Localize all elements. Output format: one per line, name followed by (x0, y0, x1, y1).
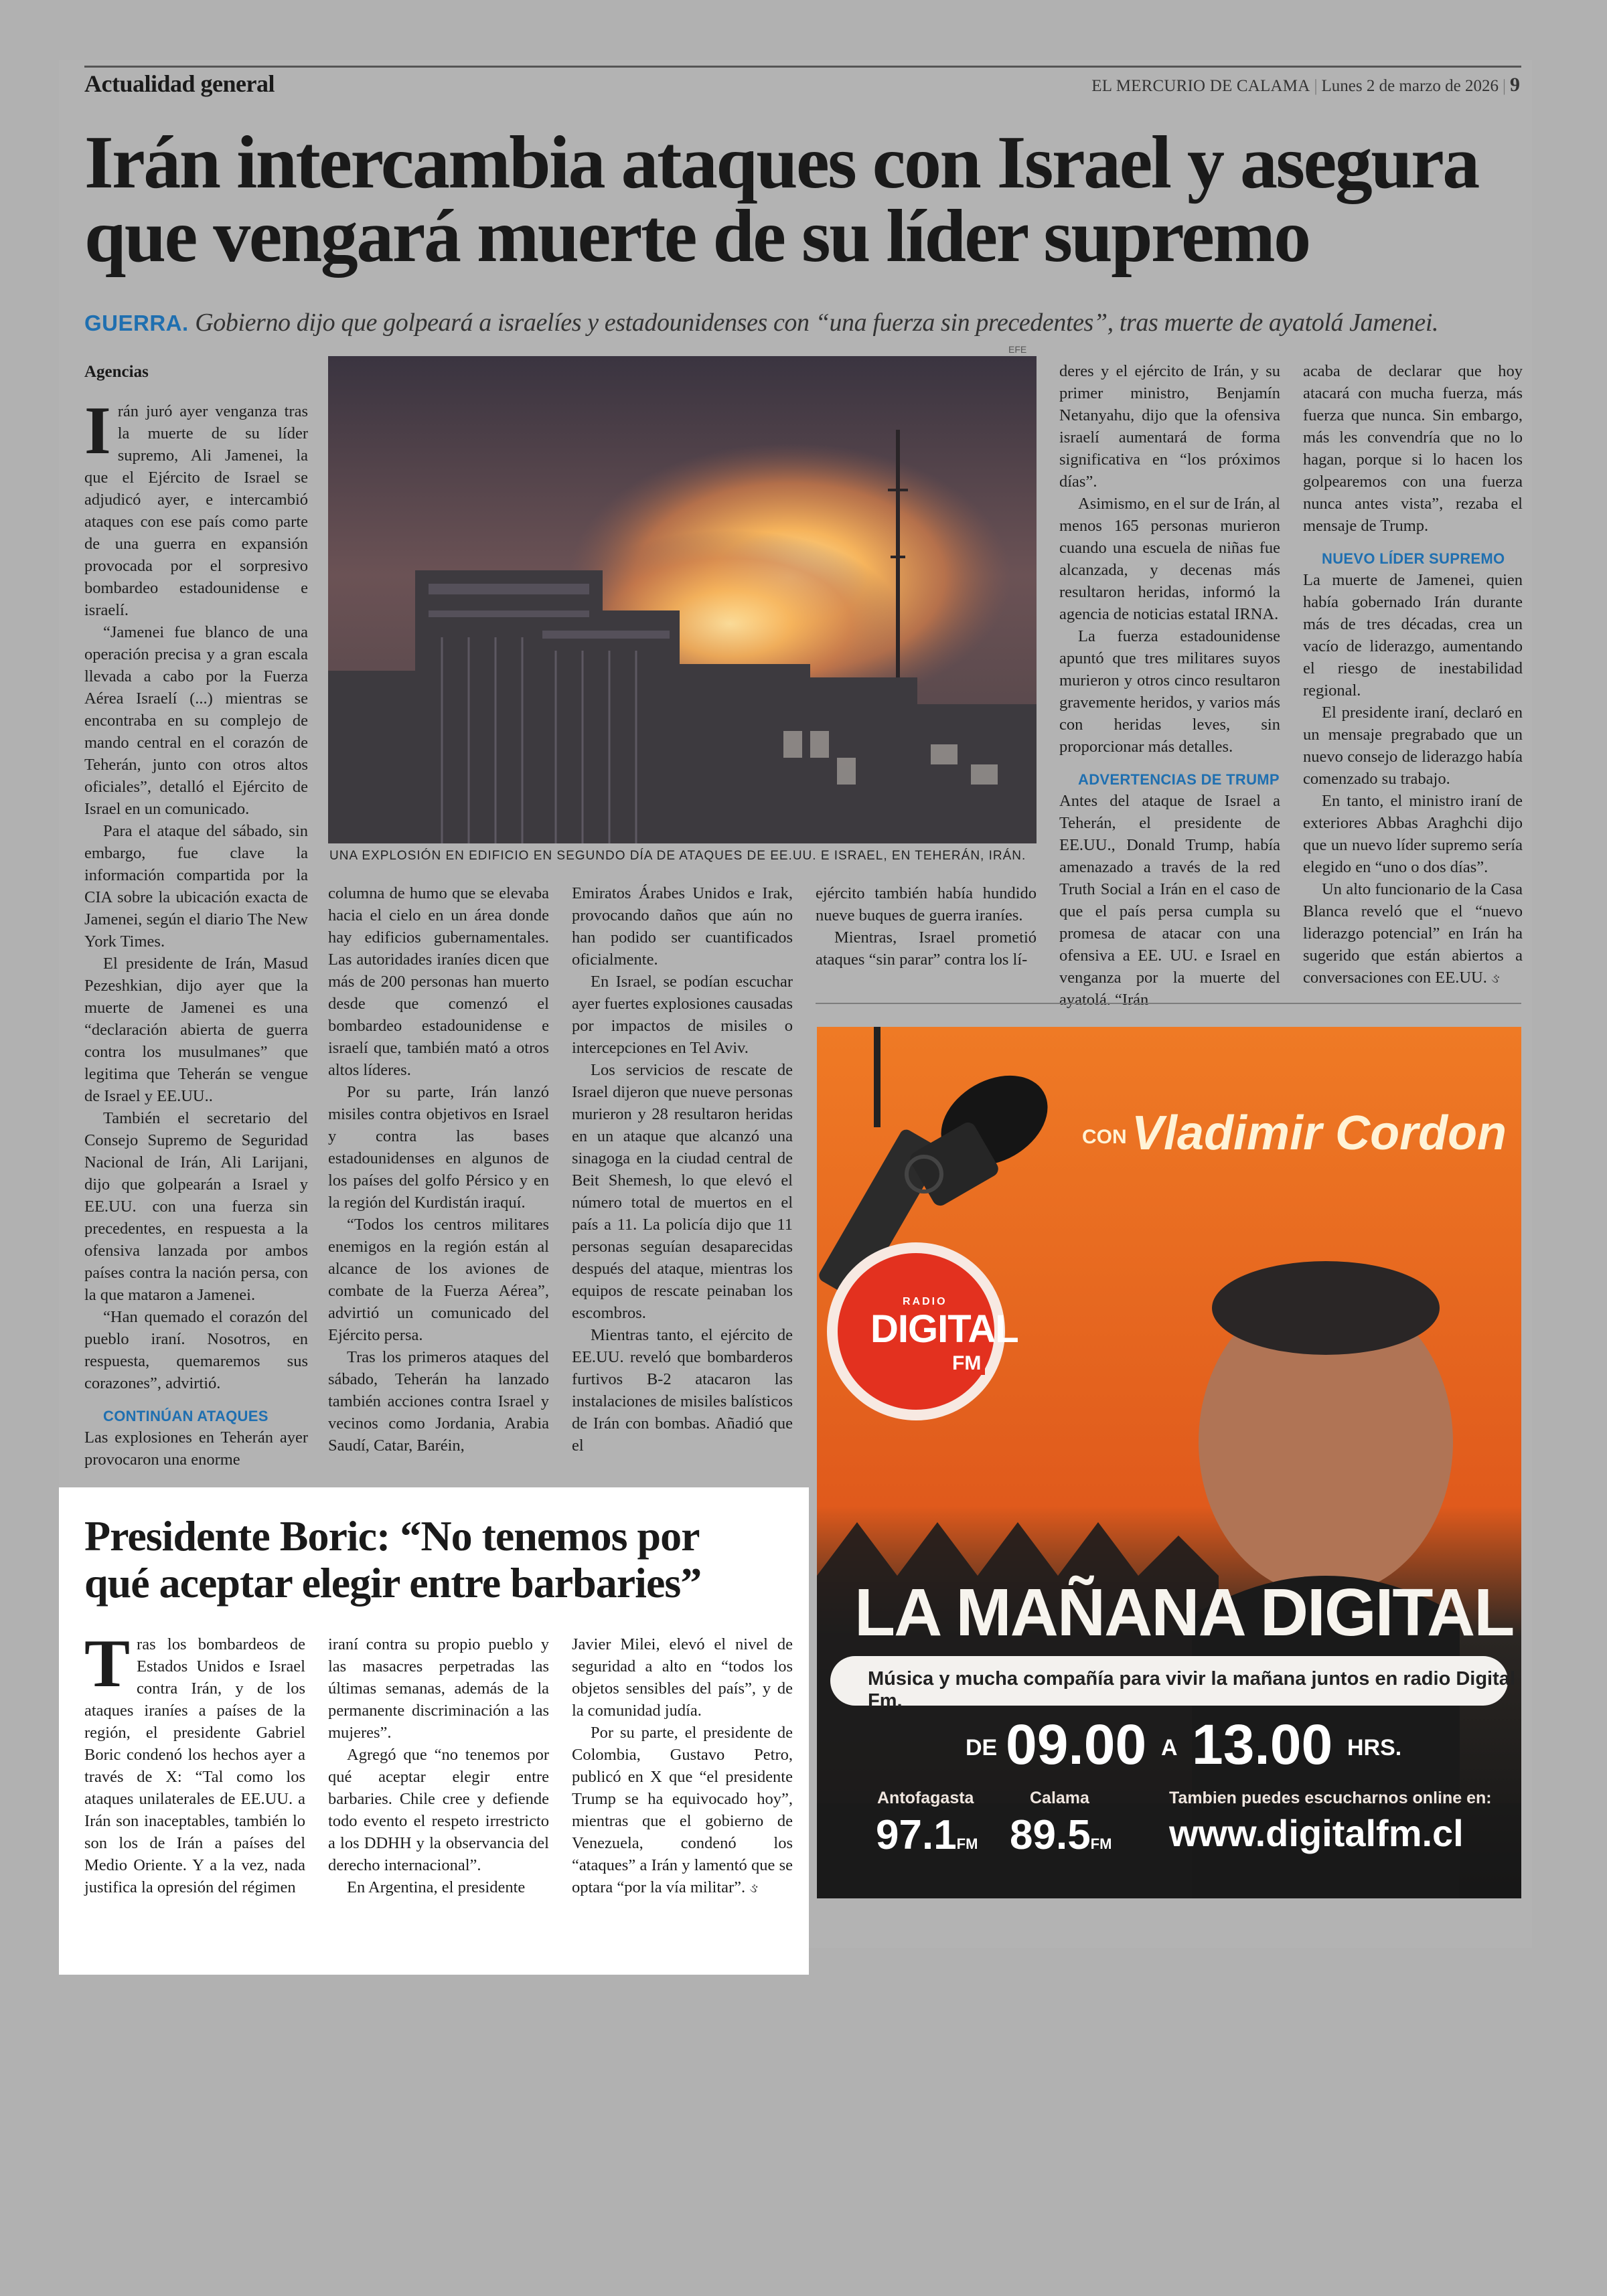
boric-headline-line-1: Presidente Boric: “No tenemos por (84, 1512, 700, 1560)
subhead: ADVERTENCIAS DE TRUMP (1078, 771, 1280, 788)
byline: Agencias (84, 363, 149, 381)
photo-credit: EFE (1008, 344, 1027, 355)
paragraph: columna de humo que se elevaba hacia el cielo en un área donde hay edificios gubernamentales. Las autoridades iraníes dicen que más de 200 personas han muerto desde que comenzó el bombardeo estadounidense e israelí que, también mató a otros altos líderes. (328, 884, 549, 1079)
ad-tagline: Música y mucha compañía para vivir la mañana juntos en radio Digital Fm. (868, 1668, 1515, 1712)
boric-column-3 (572, 1633, 793, 1899)
newspaper-page (59, 60, 1532, 1948)
section-divider (816, 1003, 1521, 1004)
radio-advertisement (817, 1027, 1521, 1898)
subhead: NUEVO LÍDER SUPREMO (1322, 550, 1505, 567)
masthead: EL MERCURIO DE CALAMA | Lunes 2 de marzo de 2026 | 9 (1091, 74, 1520, 96)
header-rule (84, 66, 1521, 68)
main-headline (84, 121, 1531, 278)
paragraph: Las explosiones en Teherán ayer provocaron una enorme (84, 1428, 308, 1469)
ad-freq-1-suffix: FM (956, 1835, 978, 1852)
ad-online-label: Tambien puedes escucharnos online en: (1169, 1789, 1492, 1807)
ad-con: CON (1082, 1126, 1127, 1148)
kicker (84, 308, 1537, 337)
paragraph: El presidente de Irán, Masud Pezeshkian, dijo ayer que la muerte de Jamenei es una “declaración abierta de guerra contra los musulmanes” que legitima que Teherán se vengue de Israel y EE.UU.. (84, 955, 308, 1105)
paragraph: ejército también había hundido nueve buques de guerra iraníes. (816, 884, 1037, 924)
boric-column-2 (328, 1633, 549, 1898)
paragraph: Asimismo, en el sur de Irán, al menos 165 personas murieron cuando una escuela de niñas fue alcanzada, y decenas más resultaron heridas, informó la agencia de noticias estatal IRNA. (1059, 495, 1280, 623)
boric-headline-line-2: qué aceptar elegir entre barbaries” (84, 1559, 702, 1607)
paragraph: Emiratos Árabes Unidos e Irak, provocando daños que aún no han podido ser cuantificados oficialmente. (572, 884, 793, 969)
ad-url[interactable]: www.digitalfm.cl (1169, 1812, 1464, 1854)
paragraph: Por su parte, Irán lanzó misiles contra objetivos en Israel y contra las bases estadounidenses en algunos de los países del golfo Pérsico y en la región del Kurdistán iraquí. (328, 1083, 549, 1212)
subhead: CONTINÚAN ATAQUES (103, 1408, 269, 1424)
paragraph: La muerte de Jamenei, quien había gobernado Irán durante más de tres décadas, crea un vacío de liderazgo, aumentando el riesgo de inestabilidad regional. (1303, 571, 1523, 700)
ad-de: DE (966, 1735, 998, 1760)
publication-name: EL MERCURIO DE CALAMA (1091, 77, 1310, 95)
paragraph: Para el ataque del sábado, sin embargo, fue clave la información compartida por la CIA sobre la ubicación exacta de Jamenei, según el diario The New York Times. (84, 822, 308, 951)
paragraph: En tanto, el ministro iraní de exteriores Abbas Araghchi dijo que un nuevo líder supremo sería elegido en “uno o dos días”. (1303, 792, 1523, 876)
ad-freq-2-value: 89.5 (1010, 1812, 1091, 1858)
ad-freq-2 (1010, 1811, 1112, 1859)
ad-brand-fm: FM (948, 1352, 985, 1375)
ad-freq-1 (876, 1811, 978, 1859)
paragraph: Agregó que “no tenemos por qué aceptar elegir entre barbaries. Chile cree y defiende todo evento el respeto irrestricto a los DDHH y la observancia del derecho internacional”. (328, 1746, 549, 1874)
ad-show-title: LA MAÑANA DIGITAL (854, 1575, 1514, 1650)
paragraph: El presidente iraní, declaró en un mensaje pregrabado que un nuevo consejo de liderazgo había comenzado su trabajo. (1303, 704, 1523, 788)
page-number: 9 (1510, 74, 1520, 96)
paragraph: Javier Milei, elevó el nivel de seguridad a alto en “todos los objetos sensibles del país”, y de la comunidad judía. (572, 1635, 793, 1720)
column-4 (816, 882, 1037, 971)
boric-sidebar (59, 1487, 809, 1975)
ad-a: A (1161, 1735, 1178, 1760)
column-3 (572, 882, 793, 1457)
ad-freq-1-value: 97.1 (876, 1812, 957, 1858)
explosion-photo (328, 356, 1037, 843)
boric-column-1 (84, 1626, 305, 1898)
column-6 (1303, 360, 1523, 989)
ad-brand-logo: DIGITAL (870, 1307, 1018, 1351)
paragraph: Antes del ataque de Israel a Teherán, el presidente de EE.UU., Donald Trump, había amenazado a través de la red Truth Social a Irán en el caso de que el país persa cumpla su promesa de atacar con una ofensiva a EE. UU. e Israel en venganza por la muerte del ayatolá. “Irán (1059, 792, 1280, 1009)
paragraph: La fuerza estadounidense apuntó que tres militares suyos murieron y otros cinco resultaron gravemente heridos, y varios más con heridas leves, sin proporcionar más detalles. (1059, 627, 1280, 756)
paragraph: Por su parte, el presidente de Colombia, Gustavo Petro, publicó en X que “el presidente Trump se ha equivocado hoy”, mientras que el gobierno de Venezuela, condenó los “ataques” a Irán y lamentó que se optara “por la vía militar”. (572, 1724, 793, 1896)
paragraph: También el secretario del Consejo Supremo de Seguridad Nacional de Irán, Ali Larijani, dijo que golpearán a Israel y EE.UU. con una fuerza sin precedentes, en respuesta a la ofensiva lanzada por ambos países contra la nación persa, con la que mataron a Jamenei. (84, 1109, 308, 1304)
paragraph: deres y el ejército de Irán, y su primer ministro, Benjamín Netanyahu, dijo que la ofensiva israelí aumentará de forma significativa en “los próximos días”. (1059, 362, 1280, 491)
section-label: Actualidad general (84, 70, 275, 97)
paragraph: iraní contra su propio pueblo y las masacres perpetradas las últimas semanas, además de la permanente discriminación a las mujeres”. (328, 1635, 549, 1742)
paragraph: Mientras tanto, el ejército de EE.UU. reveló que bombarderos furtivos B-2 atacaron las instalaciones de misiles balísticos de Irán con bombas. Añadió que el (572, 1326, 793, 1455)
headline-line-1: Irán intercambia ataques con Israel y asegura (84, 121, 1478, 204)
paragraph: rán juró ayer venganza tras la muerte de su líder supremo, Ali Jamenei, la que el Ejército de Israel se adjudicó ayer, e intercambió ataques con ese país como parte de una guerra en expansión provocada por el sorpresivo bombardeo estadounidense e israelí. (84, 402, 308, 619)
paragraph: Mientras, Israel prometió ataques “sin parar” contra los lí- (816, 928, 1037, 969)
paragraph: En Argentina, el presidente (347, 1878, 526, 1896)
column-1 (84, 393, 308, 1471)
paragraph: Tras los primeros ataques del sábado, Teherán ha lanzado también acciones contra Israel y vecinos como Jordania, Arabia Saudí, Catar, Baréin, (328, 1348, 549, 1455)
ad-freq-2-suffix: FM (1090, 1835, 1112, 1852)
drop-cap: T (84, 1626, 131, 1702)
paragraph: ras los bombardeos de Estados Unidos e Israel contra Irán, y de los ataques iraníes a países de la región, el presidente Gabriel Boric condenó los hechos ayer a través de X: “Tal como los ataques unilaterales de EE.UU. a Irán son inaceptables, también lo son los de Irán a países del Medio Oriente. Y a la vez, nada justifica la opresión del régimen (84, 1635, 305, 1896)
boric-headline (84, 1513, 794, 1607)
end-mark-icon: ઙ (749, 1880, 759, 1896)
drop-cap: I (84, 393, 111, 469)
paragraph: acaba de declarar que hoy atacará con mucha fuerza, más fuerza que nunca. Sin embargo, más les convendría que no lo hagan, porque si lo hacen los golpearemos con una fuerza nunca antes vista”, rezaba el mensaje de Trump. (1303, 362, 1523, 535)
ad-city-1: Antofagasta (877, 1789, 974, 1807)
issue-date: Lunes 2 de marzo de 2026 (1321, 77, 1499, 95)
kicker-label: GUERRA. (84, 311, 189, 335)
paragraph: En Israel, se podían escuchar ayer fuertes explosiones causadas por impactos de misiles o intercepciones en Tel Aviv. (572, 973, 793, 1057)
explosion-photo-art (328, 356, 1037, 843)
paragraph: “Han quemado el corazón del pueblo iraní. Nosotros, en respuesta, quemaremos sus corazones”, advirtió. (84, 1308, 308, 1392)
deck: Gobierno dijo que golpeará a israelíes y estadounidenses con “una fuerza sin precedentes”, tras muerte de ayatolá Jamenei. (195, 309, 1439, 337)
ad-end-time: 13.00 (1192, 1713, 1333, 1776)
paragraph: Un alto funcionario de la Casa Blanca reveló que el “nuevo liderazgo potencial” en Irán ha sugerido que están abiertos a conversaciones con EE.UU. (1303, 880, 1523, 987)
paragraph: “Todos los centros militares enemigos en la región están al alcance de los aviones de combate de la Fuerza Aérea”, advirtió un comunicado del Ejército persa. (328, 1216, 549, 1344)
column-2 (328, 882, 549, 1457)
ad-start-time: 09.00 (1006, 1713, 1147, 1776)
paragraph: “Jamenei fue blanco de una operación precisa y a gran escala llevada a cabo por la Fuerza Aérea Israelí (...) mientras se encontraba en su complejo de mando central en el corazón de Teherán, junto con otros altos oficiales”, detalló el Ejército de Israel en un comunicado. (84, 623, 308, 818)
ad-hrs: HRS. (1347, 1735, 1402, 1760)
ad-radio-label: RADIO (903, 1296, 947, 1307)
ad-city-2: Calama (1030, 1789, 1089, 1807)
paragraph: Los servicios de rescate de Israel dijeron que nueve personas murieron y 28 resultaron heridas en un ataque que alcanzó una sinagoga en la ciudad central de Beit Shemesh, lo que elevó el número total de muertos en el país a 11. La policía dijo que 11 personas seguían desaparecidas después del ataque, mientras los equipos de rescate peinaban los escombros. (572, 1061, 793, 1322)
column-5 (1059, 360, 1280, 1011)
headline-line-2: que vengará muerte de su líder supremo (84, 195, 1310, 278)
photo-caption: UNA EXPLOSIÓN EN EDIFICIO EN SEGUNDO DÍA DE ATAQUES DE EE.UU. E ISRAEL, EN TEHERÁN, IRÁN. (329, 849, 1026, 863)
ad-host: Vladimir Cordon (1132, 1106, 1507, 1160)
end-mark-icon: ઙ (1490, 970, 1500, 986)
